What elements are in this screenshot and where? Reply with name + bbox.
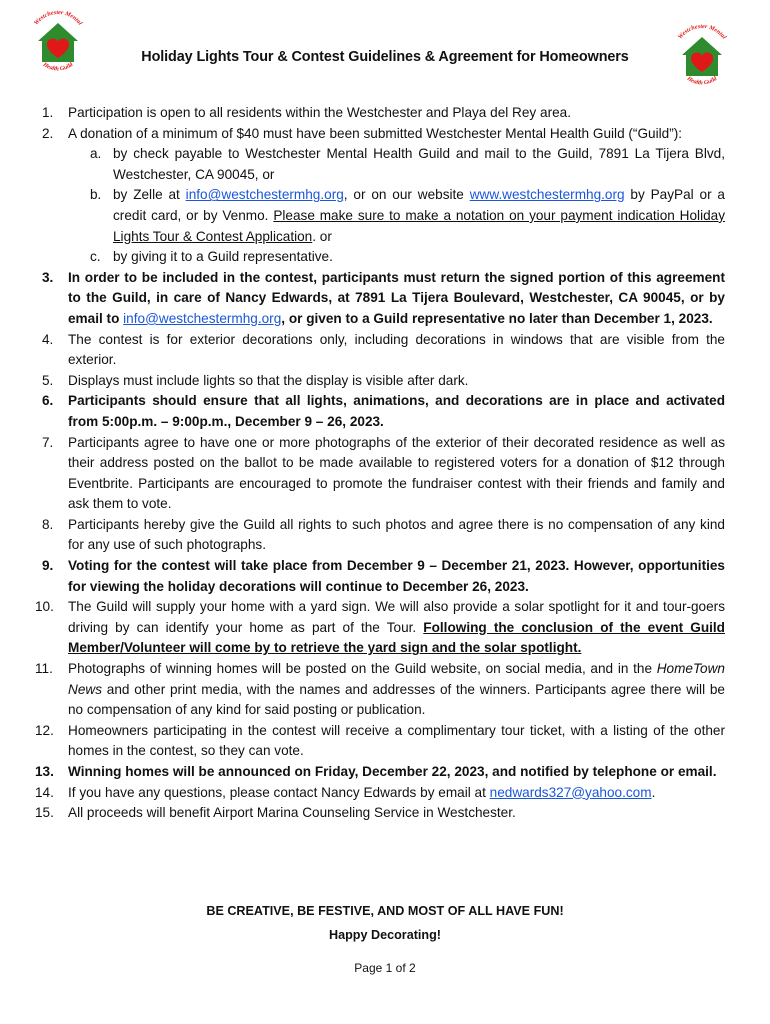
item-text: and other print media, with the names and addresses of the winners. Participants agree there will be no compensation of any kind for said posting or publication. <box>68 681 725 718</box>
item-number: 10. <box>35 599 54 615</box>
sub-item-text: . or <box>312 228 332 244</box>
item-text: In order to be included in the contest, participants must return the signed portion of this agreement to the Guild, in care of Nancy Edwards, at 7891 La Tijera Boulevard, Westchester, CA 90045, or by email to <box>68 269 725 326</box>
email-link[interactable]: info@westchestermhg.org <box>123 310 282 326</box>
logo-text-top: Westchester Mental <box>32 10 84 27</box>
guidelines-list <box>0 103 770 824</box>
item-text: Winning homes will be announced on Friday, December 22, 2023, and notified by telephone or email. <box>68 764 717 779</box>
sub-item-a <box>68 144 725 185</box>
list-item-14 <box>0 783 770 804</box>
sub-item-text: by check payable to Westchester Mental Health Guild and mail to the Guild, 7891 La Tijera Blvd, Westchester, CA 90045, or <box>113 146 725 182</box>
notation-instruction: Please make sure to make a notation on your payment indication Holiday Lights Tour & Contest Application <box>113 207 726 244</box>
item-number: 14. <box>35 784 54 800</box>
sub-item-letter: b. <box>90 187 102 203</box>
item-number: 4. <box>42 331 54 347</box>
item-number: 3. <box>42 269 54 285</box>
list-item-5 <box>0 371 770 392</box>
donation-methods-list <box>68 144 725 268</box>
sub-item-text: by giving it to a Guild representative. <box>113 249 333 265</box>
list-item-8 <box>0 515 770 556</box>
item-number: 9. <box>42 558 54 574</box>
item-text: , or given to a Guild representative no later than December 1, 2023. <box>281 310 713 326</box>
item-text: Participants hereby give the Guild all rights to such photos and agree there is no compensation of any kind for any use of such photographs. <box>68 516 725 553</box>
list-item-3 <box>0 268 770 330</box>
item-text: All proceeds will benefit Airport Marina Counseling Service in Westchester. <box>68 805 516 821</box>
item-text: If you have any questions, please contact Nancy Edwards by email at <box>68 784 490 800</box>
sub-item-letter: c. <box>90 249 101 265</box>
logo-text-bottom: Health Guild <box>41 61 75 73</box>
list-item-4 <box>0 330 770 371</box>
list-item-11 <box>0 659 770 721</box>
hometown-news: HomeTown News <box>68 661 725 697</box>
item-text: Participants agree to have one or more photographs of the exterior of their decorated residence as well as their address posted on the ballot to be made available to registered voters for a donation of $12 through Eventbrite. Participants are encouraged to promote the fundraiser contest with their friends and family and ask them to vote. <box>68 434 725 512</box>
item-number: 11. <box>35 661 53 677</box>
svg-text:Health Guild <box>685 75 719 86</box>
closing-line-2: Happy Decorating! <box>329 928 441 942</box>
item-number: 5. <box>42 372 54 388</box>
page-number: Page 1 of 2 <box>354 961 416 975</box>
list-item-12 <box>0 721 770 762</box>
email-link[interactable]: nedwards327@yahoo.com <box>489 784 652 800</box>
closing-line-1: BE CREATIVE, BE FESTIVE, AND MOST OF ALL HAVE FUN! <box>206 904 564 918</box>
document-title: Holiday Lights Tour & Contest Guidelines & Agreement for Homeowners <box>141 49 629 65</box>
item-text: Participants should ensure that all lights, animations, and decorations are in place and activated from 5:00p.m. – 9:00p.m., December 9 – 26, 2023. <box>68 393 725 429</box>
item-number: 7. <box>42 434 54 450</box>
sub-item-text: by Zelle at <box>113 187 186 203</box>
item-text: Voting for the contest will take place from December 9 – December 21, 2023. However, opportunities for viewing the holiday decorations will continue to December 26, 2023. <box>68 558 725 594</box>
item-text: Participation is open to all residents within the Westchester and Playa del Rey area. <box>68 105 571 120</box>
list-item-15 <box>0 803 770 824</box>
list-item-1 <box>0 103 770 124</box>
item-text: Photographs of winning homes will be posted on the Guild website, on social media, and in the <box>68 661 657 677</box>
sub-item-text: by PayPal or a credit card, or by Venmo. <box>113 187 725 223</box>
item-number: 6. <box>42 393 54 409</box>
item-text: The Guild will supply your home with a yard sign. We will also provide a solar spotlight for it and tour-goers driving by can identify your home as part of the Tour. <box>68 599 725 635</box>
item-text: Homeowners participating in the contest will receive a complimentary tour ticket, with a listing of the other homes in the contest, so they can vote. <box>68 722 725 759</box>
list-item-7 <box>0 433 770 515</box>
item-number: 13. <box>35 764 54 779</box>
item-text: . <box>651 784 656 800</box>
logo-text-top: Westchester Mental <box>676 24 728 41</box>
sub-item-text: , or on our website <box>343 187 470 203</box>
item-number: 1. <box>42 105 54 120</box>
list-item-9 <box>0 556 770 597</box>
item-number: 15. <box>35 805 54 821</box>
list-item-13 <box>0 762 770 783</box>
email-link[interactable]: info@westchestermhg.org <box>185 187 344 203</box>
list-item-6 <box>0 391 770 432</box>
item-text: The contest is for exterior decorations only, including decorations in windows that are visible from the exterior. <box>68 331 725 368</box>
sub-item-c <box>68 247 725 268</box>
item-number: 2. <box>42 125 54 141</box>
website-link[interactable]: www.westchestermhg.org <box>469 187 625 203</box>
list-item-2 <box>0 124 770 268</box>
retrieval-notice: Following the conclusion of the event Guild Member/Volunteer will come by to retrieve the yard sign and the solar spotlight. <box>68 619 725 656</box>
item-text: A donation of a minimum of $40 must have been submitted Westchester Mental Health Guild (“Guild”): <box>68 125 683 141</box>
item-text: Displays must include lights so that the display is visible after dark. <box>68 372 469 388</box>
item-number: 12. <box>35 722 54 738</box>
sub-item-b <box>68 185 725 247</box>
item-number: 8. <box>42 516 54 532</box>
sub-item-letter: a. <box>90 146 102 162</box>
list-item-10 <box>0 597 770 659</box>
logo-text-bottom: Health Guild <box>685 75 719 87</box>
